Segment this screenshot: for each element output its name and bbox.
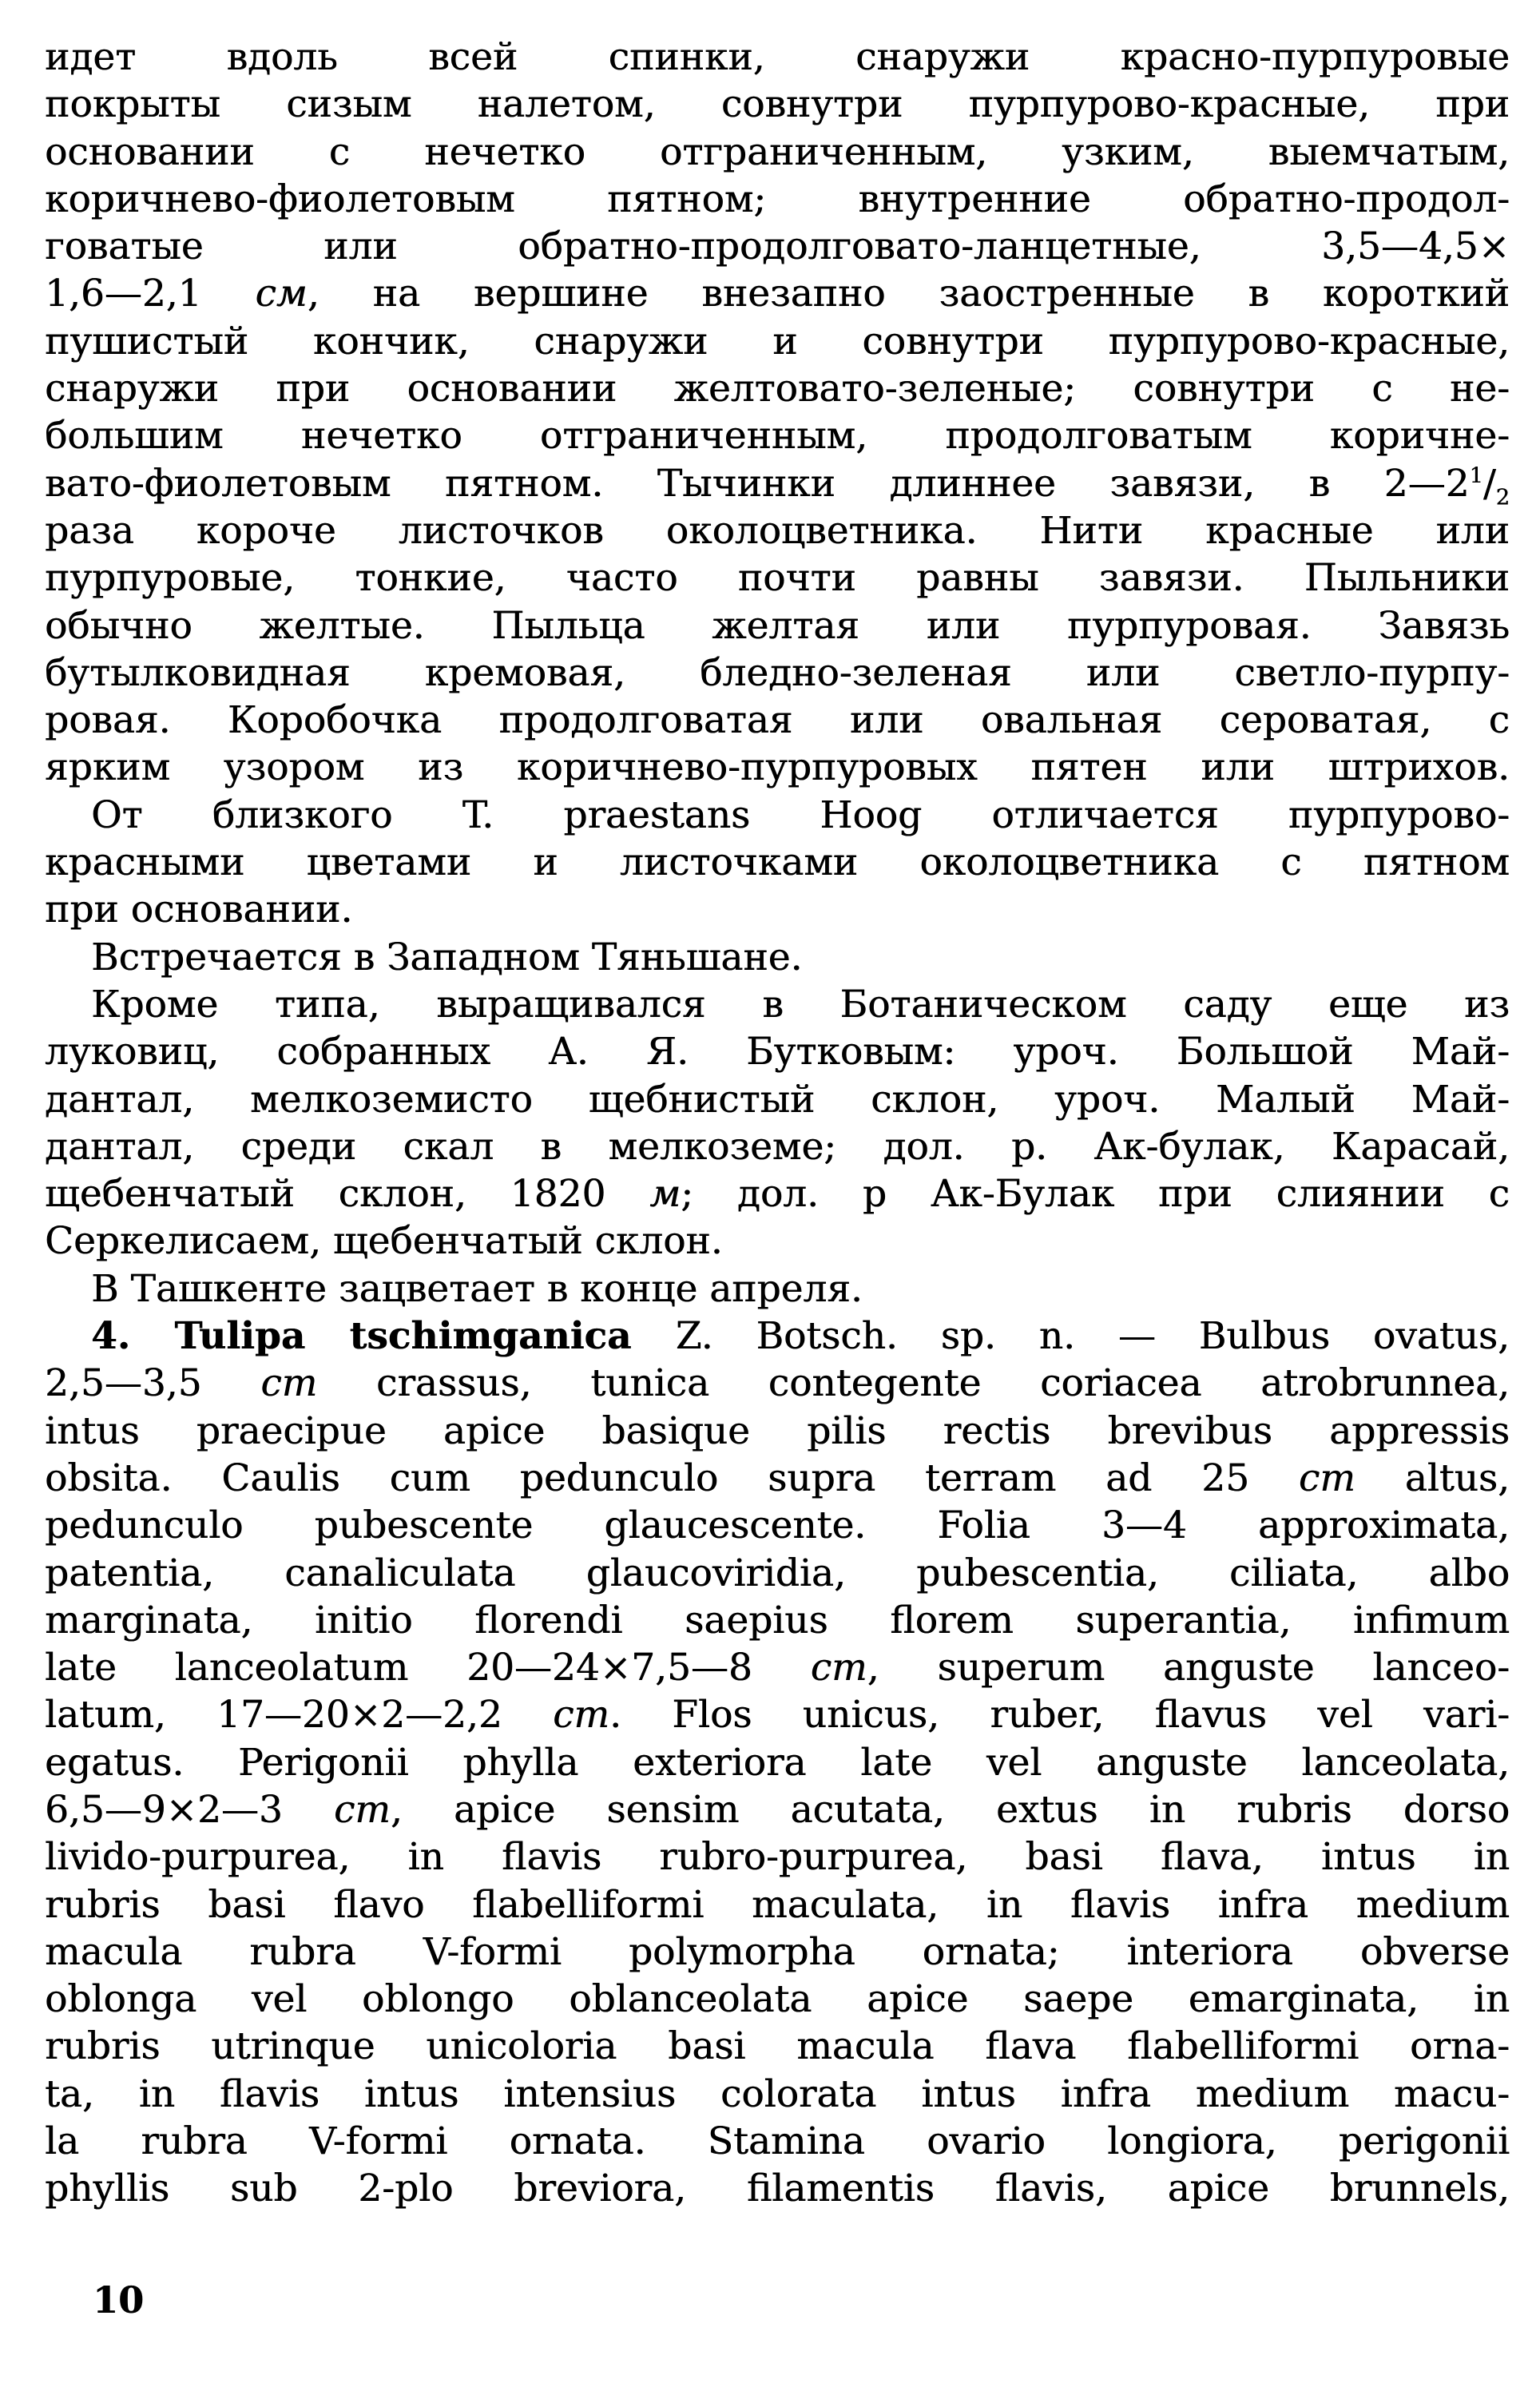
text-line-46 xyxy=(45,2165,1510,2212)
text-segment: 4. Tulipa tschimganica xyxy=(91,1314,676,1359)
text-line-2 xyxy=(45,81,1510,128)
text-segment: , на вершине внезапно заостренные в короткий xyxy=(307,272,1510,316)
text-line-30 xyxy=(45,1408,1510,1455)
text-line-4 xyxy=(45,176,1510,223)
text-segment: бутылковидная кремовая, бледно-зеленая или светло-пурпу- xyxy=(45,650,1510,695)
text-line-18 xyxy=(45,839,1510,886)
text-line-1 xyxy=(45,34,1510,81)
text-segment: м xyxy=(649,1172,681,1217)
text-segment: красными цветами и листочками околоцветника с пятном xyxy=(45,840,1510,885)
text-line-13 xyxy=(45,602,1510,649)
text-line-37 xyxy=(45,1739,1510,1786)
text-segment: От близкого T. praestans Hoog отличается пурпурово- xyxy=(91,792,1510,837)
text-line-26 xyxy=(45,1217,1510,1265)
text-segment: 1 xyxy=(1469,463,1483,489)
text-line-29 xyxy=(45,1360,1510,1407)
text-segment: говатые или обратно-продолговато-ланцетные, 3,5—4,5× xyxy=(45,224,1510,269)
text-line-19 xyxy=(45,886,1510,933)
text-segment: Кроме типа, выращивался в Ботаническом саду еще из xyxy=(91,982,1510,1027)
text-segment: / xyxy=(1482,461,1496,506)
text-segment: ровая. Коробочка продолговатая или овальная сероватая, с xyxy=(45,698,1510,743)
text-segment: latum, 17—20×2—2,2 xyxy=(45,1693,554,1738)
text-segment: cm xyxy=(260,1361,318,1406)
text-line-28 xyxy=(45,1313,1510,1360)
text-segment: см xyxy=(255,272,308,316)
text-segment: обычно желтые. Пыльца желтая или пурпуровая. Завязь xyxy=(45,603,1510,648)
text-segment: altus, xyxy=(1355,1456,1510,1500)
text-line-39 xyxy=(45,1833,1510,1881)
text-line-38 xyxy=(45,1786,1510,1833)
text-line-7 xyxy=(45,318,1510,365)
text-line-22 xyxy=(45,1028,1510,1075)
text-segment: щебенчатый склон, 1820 xyxy=(45,1172,650,1217)
page-number: 10 xyxy=(93,2278,145,2322)
text-line-24 xyxy=(45,1123,1510,1170)
text-line-42 xyxy=(45,1976,1510,2023)
text-segment: 2 xyxy=(1495,485,1510,510)
text-segment: Z. Botsch. sp. n. — Bulbus ovatus, xyxy=(675,1314,1510,1359)
text-segment: , apice sensim acutata, extus in rubris dorso xyxy=(390,1787,1510,1832)
text-segment: В Ташкенте зацветает в конце апреля. xyxy=(91,1266,863,1311)
text-line-21 xyxy=(45,981,1510,1028)
text-line-41 xyxy=(45,1928,1510,1976)
text-segment: пушистый кончик, снаружи и совнутри пурпурово-красные, xyxy=(45,319,1510,363)
text-segment: cm xyxy=(333,1787,391,1832)
text-line-12 xyxy=(45,554,1510,602)
text-line-27 xyxy=(45,1265,1510,1313)
text-segment: pedunculo pubescente glaucescente. Folia 3—4 approximata, xyxy=(45,1503,1510,1548)
text-segment: rubris basi flavo flabelliformi maculata, in flavis infra medium xyxy=(45,1882,1510,1927)
text-segment: 1,6—2,1 xyxy=(45,272,256,316)
text-segment: cm xyxy=(810,1646,867,1690)
text-line-34 xyxy=(45,1597,1510,1644)
text-segment: late lanceolatum 20—24×7,5—8 xyxy=(45,1646,811,1690)
text-segment: ; дол. р Ак-Булак при слиянии с xyxy=(681,1172,1510,1217)
text-segment: . Flos unicus, ruber, flavus vel vari- xyxy=(609,1693,1510,1738)
text-segment: коричнево-фиолетовым пятном; внутренние обратно-продол- xyxy=(45,177,1510,221)
text-line-9 xyxy=(45,412,1510,459)
text-segment: идет вдоль всей спинки, снаружи красно-пурпуровые xyxy=(45,35,1510,79)
text-segment: cm xyxy=(1298,1456,1355,1500)
text-segment: снаружи при основании желтовато-зеленые; совнутри с не- xyxy=(45,367,1510,411)
text-line-32 xyxy=(45,1502,1510,1549)
text-line-14 xyxy=(45,649,1510,697)
text-segment: patentia, canaliculata glaucoviridia, pubescentia, ciliata, albo xyxy=(45,1551,1510,1595)
text-line-11 xyxy=(45,507,1510,554)
text-line-20 xyxy=(45,934,1510,981)
text-line-25 xyxy=(45,1170,1510,1217)
text-segment: раза короче листочков околоцветника. Нити красные или xyxy=(45,508,1510,553)
text-segment: при основании. xyxy=(45,888,353,932)
text-segment: пурпуровые, тонкие, часто почти равны завязи. Пыльники xyxy=(45,556,1510,601)
text-line-15 xyxy=(45,697,1510,744)
text-line-3 xyxy=(45,129,1510,176)
text-line-8 xyxy=(45,365,1510,412)
text-segment: дантал, мелкоземисто щебнистый склон, уроч. Малый Май- xyxy=(45,1077,1510,1122)
text-segment: cm xyxy=(553,1693,609,1738)
text-segment: покрыты сизым налетом, совнутри пурпурово-красные, при xyxy=(45,82,1510,127)
text-segment: la rubra V-formi ornata. Stamina ovario longiora, perigonii xyxy=(45,2119,1510,2164)
text-segment: Встречается в Западном Тяньшане. xyxy=(91,935,803,979)
text-line-36 xyxy=(45,1691,1510,1738)
text-segment: intus praecipue apice basique pilis rectis brevibus appressis xyxy=(45,1408,1510,1453)
text-segment: macula rubra V-formi polymorpha ornata; interiora obverse xyxy=(45,1929,1510,1974)
text-block xyxy=(45,34,1510,2213)
text-segment: Серкелисаем, щебенчатый склон. xyxy=(45,1219,723,1264)
text-segment: 2,5—3,5 xyxy=(45,1361,261,1406)
text-segment: oblonga vel oblongo oblanceolata apice saepe emarginata, in xyxy=(45,1977,1510,2022)
text-line-6 xyxy=(45,270,1510,317)
text-segment: egatus. Perigonii phylla exteriora late vel anguste lanceolata, xyxy=(45,1740,1510,1785)
text-line-23 xyxy=(45,1076,1510,1123)
text-line-10 xyxy=(45,460,1510,510)
text-segment: obsita. Caulis cum pedunculo supra terram ad 25 xyxy=(45,1456,1299,1500)
text-line-17 xyxy=(45,792,1510,839)
text-segment: дантал, среди скал в мелкоземе; дол. р. Ак-булак, Карасай, xyxy=(45,1124,1510,1169)
text-line-16 xyxy=(45,744,1510,791)
text-segment: phyllis sub 2-plo breviora, filamentis flavis, apice brunnels, xyxy=(45,2167,1510,2211)
text-line-31 xyxy=(45,1455,1510,1502)
text-segment: вато-фиолетовым пятном. Тычинки длиннее завязи, в 2—2 xyxy=(45,461,1470,506)
text-segment: 6,5—9×2—3 xyxy=(45,1787,334,1832)
text-segment: ta, in flavis intus intensius colorata intus infra medium macu- xyxy=(45,2071,1510,2116)
text-line-43 xyxy=(45,2023,1510,2070)
text-segment: crassus, tunica contegente coriacea atrobrunnea, xyxy=(317,1361,1510,1406)
text-segment: , superum anguste lanceo- xyxy=(867,1646,1510,1690)
text-segment: marginata, initio florendi saepius florem superantia, infimum xyxy=(45,1598,1510,1642)
text-segment: ярким узором из коричнево-пурпуровых пятен или штрихов. xyxy=(45,745,1510,790)
text-line-45 xyxy=(45,2118,1510,2165)
text-line-5 xyxy=(45,223,1510,270)
text-segment: основании с нечетко отграниченным, узким, выемчатым, xyxy=(45,129,1510,174)
text-segment: луковиц, собранных А. Я. Бутковым: уроч. Большой Май- xyxy=(45,1030,1510,1074)
text-segment: большим нечетко отграниченным, продолговатым коричне- xyxy=(45,414,1510,459)
text-segment: livido-purpurea, in flavis rubro-purpurea, basi flava, intus in xyxy=(45,1835,1510,1880)
text-line-33 xyxy=(45,1550,1510,1597)
text-line-40 xyxy=(45,1881,1510,1928)
text-line-44 xyxy=(45,2071,1510,2118)
text-segment: rubris utrinque unicoloria basi macula flava flabelliformi orna- xyxy=(45,2024,1510,2069)
text-line-35 xyxy=(45,1644,1510,1691)
